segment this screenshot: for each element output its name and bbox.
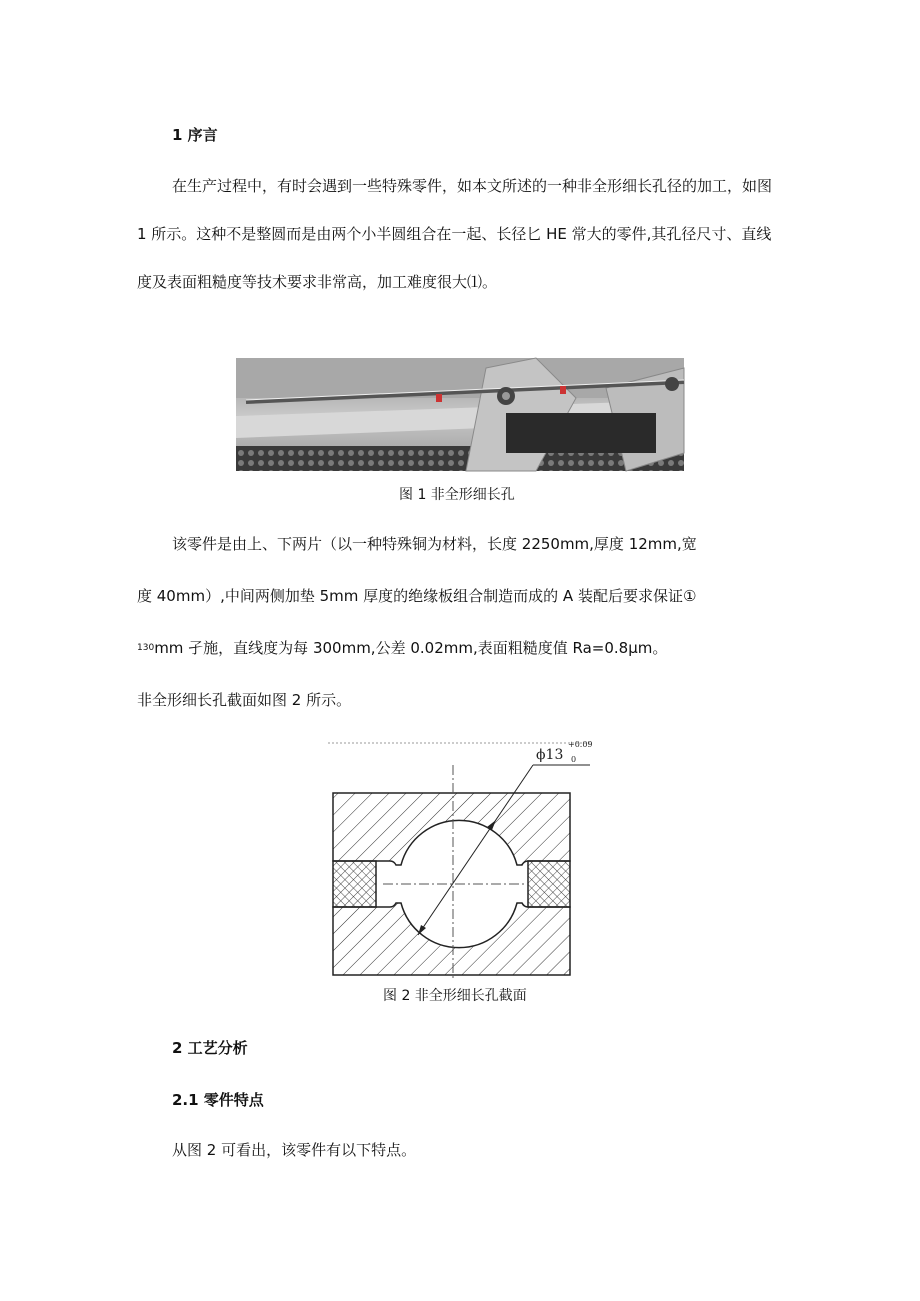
desc-line-3 <box>137 640 667 656</box>
intro-line-3: 度及表面粗糙度等技术要求非常高，加工难度很大⑴。 <box>137 273 498 291</box>
desc-line-1: 该零件是由上、下两片（以一种特殊铜为材料，长度 2250mm,厚度 12mm,宽 <box>172 535 697 553</box>
intro-line-2: 1 所示。这种不是整圆而是由两个小半圆组合在一起、长径匕 HE 常大的零件,其孔径尺寸、直线 <box>137 225 772 243</box>
section-2-1-heading: 2.1 零件特点 <box>172 1091 264 1109</box>
right-insulation-pad <box>528 861 570 907</box>
tolerance-upper: +0.09 <box>568 740 593 749</box>
tolerance-lower: 0 <box>571 755 577 764</box>
figure-2-drawing <box>328 735 593 980</box>
diameter-symbol: ϕ13 <box>536 747 564 763</box>
section-1-heading: 1 序言 <box>172 126 218 144</box>
figure-2-caption: 图 2 非全形细长孔截面 <box>383 988 527 1004</box>
lower-half-section <box>333 903 570 975</box>
upper-half-section <box>333 793 570 865</box>
figure-1-photo <box>236 358 684 471</box>
figure-1-caption: 图 1 非全形细长孔 <box>399 487 515 503</box>
left-insulation-pad <box>333 861 376 907</box>
desc-line-2: 度 40mm）,中间两侧加垫 5mm 厚度的绝缘板组合制造而成的 A 装配后要求保证① <box>137 587 697 605</box>
section-2-heading: 2 工艺分析 <box>172 1039 248 1057</box>
desc-line-3-text: mm 孑施，直线度为每 300mm,公差 0.02mm,表面粗糙度值 Ra=0.8μm。 <box>154 639 668 657</box>
desc-line-4: 非全形细长孔截面如图 2 所示。 <box>137 691 352 709</box>
intro-line-1: 在生产过程中，有时会遇到一些特殊零件，如本文所述的一种非全形细长孔径的加工，如图 <box>172 177 773 195</box>
desc-line-3-sup: 130 <box>137 643 155 653</box>
body-line-1: 从图 2 可看出，该零件有以下特点。 <box>172 1141 417 1159</box>
